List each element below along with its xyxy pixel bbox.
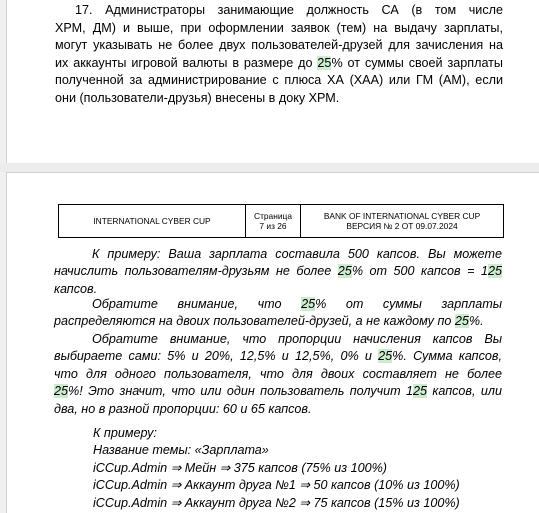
example-paragraph xyxy=(54,246,502,298)
text-line: ХРМ, ДМ) и выше, при оформлении заявок (тем) на выдачу зарплаты, xyxy=(55,20,503,35)
text-fragment: выбираете сами: 5% и 20%, 12,5% и 12,5%, 0% и xyxy=(54,349,379,364)
text-line: К примеру: Ваша зарплата составила 500 капсов. Вы можете xyxy=(92,247,502,261)
text-line: они (пользователи-друзья) внесены в доку ХРМ. xyxy=(55,90,340,105)
page-of: 7 из 26 xyxy=(259,221,287,231)
search-highlight: 25 xyxy=(378,349,393,364)
search-highlight: 25 xyxy=(454,314,469,329)
text-fragment: %. Сумма капсов, xyxy=(392,349,502,364)
attention-paragraph-2 xyxy=(54,331,502,418)
document-page-2 xyxy=(6,172,539,513)
header-bank xyxy=(301,205,504,238)
text-fragment: их аккаунты игровой валюты в размере до xyxy=(55,55,318,70)
text-fragment: начислить пользователям-друзьям не более xyxy=(54,264,338,279)
text-fragment: % от суммы зарплаты xyxy=(315,297,502,311)
text-fragment: % от суммы своей зарплаты xyxy=(331,55,503,70)
text-line xyxy=(54,263,502,280)
text-line: полученной за администрирование с плюса ХА (ХАА) или ГМ (АМ), если xyxy=(55,73,503,88)
attention-paragraph-1 xyxy=(54,296,502,331)
search-highlight: 25 xyxy=(301,297,316,311)
text-line xyxy=(54,383,502,400)
text-line: Название темы: «Зарплата» xyxy=(93,443,269,458)
text-line: Обратите внимание, что пропорции начисления капсов Вы xyxy=(92,332,502,346)
text-line: iCCup.Admin ⇒ Мейн ⇒ 375 капсов (75% из 100%) xyxy=(93,460,388,475)
text-line: что для одного пользователя, что для двоих составляет не более xyxy=(54,366,502,381)
search-highlight: 25 xyxy=(54,384,69,399)
text-line xyxy=(54,296,502,313)
text-fragment: распределяются на двоих пользователей-друзей, а не каждому по xyxy=(54,314,455,329)
document-page-1 xyxy=(6,0,539,164)
bank-name: BANK OF INTERNATIONAL CYBER CUP xyxy=(323,211,481,221)
text-line: iCCup.Admin ⇒ Аккаунт друга №2 ⇒ 75 капсов (15% из 100%) xyxy=(93,495,460,510)
text-line: два, но в разной пропорции: 60 и 65 капсов. xyxy=(54,401,312,416)
rule-17-paragraph xyxy=(55,2,503,108)
text-line: К примеру: xyxy=(93,426,157,440)
page-label: Страница xyxy=(254,211,292,221)
header-page-number xyxy=(246,205,301,238)
search-highlight: 25 xyxy=(487,264,502,279)
page-header-table xyxy=(58,204,504,238)
text-line xyxy=(54,348,502,365)
search-highlight: 25 xyxy=(317,55,332,70)
text-fragment: % от 500 капсов = 1 xyxy=(351,264,488,279)
search-highlight: 25 xyxy=(413,384,428,399)
header-org: INTERNATIONAL CYBER CUP xyxy=(59,205,246,238)
example-block xyxy=(93,425,493,512)
text-fragment: капсов, или xyxy=(427,384,502,399)
search-highlight: 25 xyxy=(337,264,352,279)
text-fragment: %. xyxy=(468,314,484,329)
page-gap xyxy=(0,163,539,172)
text-line: 17. Администраторы занимающие должность СА (в том числе xyxy=(75,3,503,17)
text-line: капсов. xyxy=(54,281,98,296)
document-version: ВЕРСИЯ № 2 ОТ 09.07.2024 xyxy=(346,221,458,231)
text-line xyxy=(55,55,503,73)
text-line xyxy=(54,313,502,330)
text-line: могут указывать не более двух пользователей-друзей для зачисления на xyxy=(55,38,503,53)
text-fragment: Обратите внимание, что xyxy=(92,297,302,311)
text-line: iCCup.Admin ⇒ Аккаунт друга №1 ⇒ 50 капсов (10% из 100%) xyxy=(93,478,460,493)
text-fragment: %! Это значит, что или один пользователь получит 1 xyxy=(68,384,414,399)
